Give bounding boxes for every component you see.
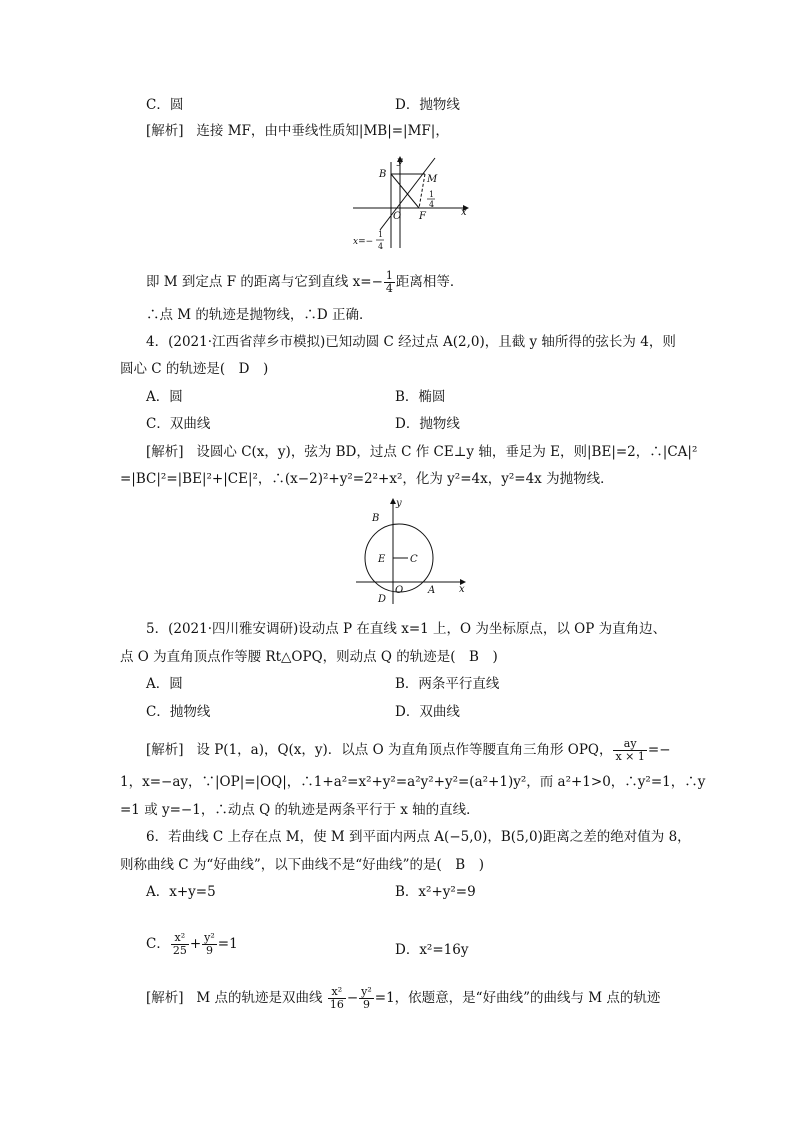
q5-analysis-line-1: [解析] 设 P(1，a)，Q(x，y)．以点 O 为直角顶点作等腰直角三角形 OPQ， $\frac{ay}{x \times 1}$ =− xyxy=(146,737,671,763)
fraction: $\frac{\text{x²}}{25}$ xyxy=(172,931,187,957)
fig3-label-B: B xyxy=(379,169,387,180)
fig3-line-den: 4 xyxy=(378,242,384,251)
fig3-label-y: y xyxy=(397,156,403,167)
fig4-label-B: B xyxy=(372,513,380,524)
q5-option-b: B．两条平行直线 xyxy=(395,676,500,692)
q4-option-c: C．双曲线 xyxy=(146,416,211,432)
q5-analysis-line-2: 1，x=−ay，∵|OP|=|OQ|，∴1+a²=x²+y²=a²y²+y²=(a²+1)y²，而 a²+1>0，∴y²=1，∴y xyxy=(120,774,706,790)
q4-option-a: A．圆 xyxy=(146,389,183,405)
q3-figure xyxy=(345,152,475,252)
fig3-quarter-den: 4 xyxy=(429,200,435,209)
fig4-label-E: E xyxy=(378,554,386,565)
fig3-label-F: F xyxy=(419,211,426,222)
q4-option-b: B．椭圆 xyxy=(395,389,446,405)
q6-option-c: C． $\frac{\text{x²}}{25}$ + $\frac{\text{y²}}{9}$ =1 xyxy=(146,931,238,957)
q6-stem-line-1: 6．若曲线 C 上存在点 M，使 M 到平面内两点 A(−5,0)，B(5,0)距离之差的绝对值为 8， xyxy=(146,829,691,845)
q3-analysis-text-1: 连接 MF，由中垂线性质知|MB|=|MF|， xyxy=(196,123,449,139)
analysis-tag: [解析] xyxy=(146,990,184,1006)
q4-analysis-line-1: [解析] 设圆心 C(x，y)，弦为 BD，过点 C 作 CE⊥y 轴，垂足为 E，则|BE|=2，∴|CA|² xyxy=(146,444,698,460)
fig3-label-x: x xyxy=(461,207,467,218)
fig3-line-label: x=− xyxy=(353,237,374,247)
q4-stem-line-1: 4．(2021·江西省萍乡市模拟)已知动圆 C 经过点 A(2,0)，且截 y 轴所得的弦长为 4，则 xyxy=(146,334,676,350)
q4-option-d: D．抛物线 xyxy=(395,416,460,432)
fig4-label-A: A xyxy=(428,585,436,596)
q6-option-a: A．x+y=5 xyxy=(146,884,216,900)
q5-analysis-line-3: =1 或 y=−1，∴动点 Q 的轨迹是两条平行于 x 轴的直线． xyxy=(120,802,480,818)
fig4-label-C: C xyxy=(410,554,418,565)
fig3-quarter-num: 1 xyxy=(429,190,435,199)
q3-option-d: D．抛物线 xyxy=(395,97,460,113)
fraction: $\frac{ay}{x \times 1}$ xyxy=(615,737,645,763)
q6-option-b: B．x²+y²=9 xyxy=(395,884,476,900)
analysis-tag: [解析] xyxy=(146,123,184,139)
q3-option-c: C．圆 xyxy=(146,97,184,113)
q6-analysis-line-1: [解析] M 点的轨迹是双曲线 $\frac{\text{x²}}{16}$ − $\frac{\text{y²}}{9}$ =1，依题意，是“好曲线”的曲线与 M 点的轨迹 xyxy=(146,985,661,1011)
fraction: $\frac{\text{y²}}{9}$ xyxy=(204,931,215,957)
analysis-tag: [解析] xyxy=(146,444,184,460)
q5-option-d: D．双曲线 xyxy=(395,704,460,720)
fraction: $\frac{\text{y²}}{9}$ xyxy=(361,985,372,1011)
q5-option-c: C．抛物线 xyxy=(146,704,211,720)
q4-stem-line-2: 圆心 C 的轨迹是( D ) xyxy=(120,361,269,377)
fraction: $\frac{\text{x²}}{16}$ xyxy=(329,985,344,1011)
q5-stem-line-2: 点 O 为直角顶点作等腰 Rt△OPQ，则动点 Q 的轨迹是( B ) xyxy=(120,649,498,665)
analysis-tag: [解析] xyxy=(146,742,184,758)
q3-analysis-line-3: ∴点 M 的轨迹是抛物线，∴D 正确． xyxy=(146,307,373,323)
q5-option-a: A．圆 xyxy=(146,676,183,692)
fig4-label-y: y xyxy=(396,498,402,509)
fig3-label-O: O xyxy=(393,211,402,222)
fig4-label-O: O xyxy=(395,585,404,596)
fraction: $\frac{1}{4}$ xyxy=(385,269,393,295)
q6-option-d: D．x²=16y xyxy=(395,942,469,958)
fig4-label-x: x xyxy=(459,584,465,595)
q3-analysis-line-1 xyxy=(146,122,449,140)
fig4-label-D: D xyxy=(378,594,387,605)
q4-figure xyxy=(350,496,470,608)
q5-stem-line-1: 5．(2021·四川雅安调研)设动点 P 在直线 x=1 上，O 为坐标原点，以 OP 为直角边、 xyxy=(146,621,667,637)
fig3-label-M: M xyxy=(427,174,438,185)
q6-stem-line-2: 则称曲线 C 为“好曲线”，以下曲线不是“好曲线”的是( B ) xyxy=(120,857,484,873)
fig3-line-num: 1 xyxy=(378,230,384,239)
q4-analysis-line-2: =|BC|²=|BE|²+|CE|²，∴(x−2)²+y²=2²+x²，化为 y²=4x，y²=4x 为抛物线． xyxy=(120,471,614,487)
q3-analysis-line-2: 即 M 到定点 F 的距离与它到直线 x=− $\frac{1}{4}$ 距离相等． xyxy=(146,269,464,295)
